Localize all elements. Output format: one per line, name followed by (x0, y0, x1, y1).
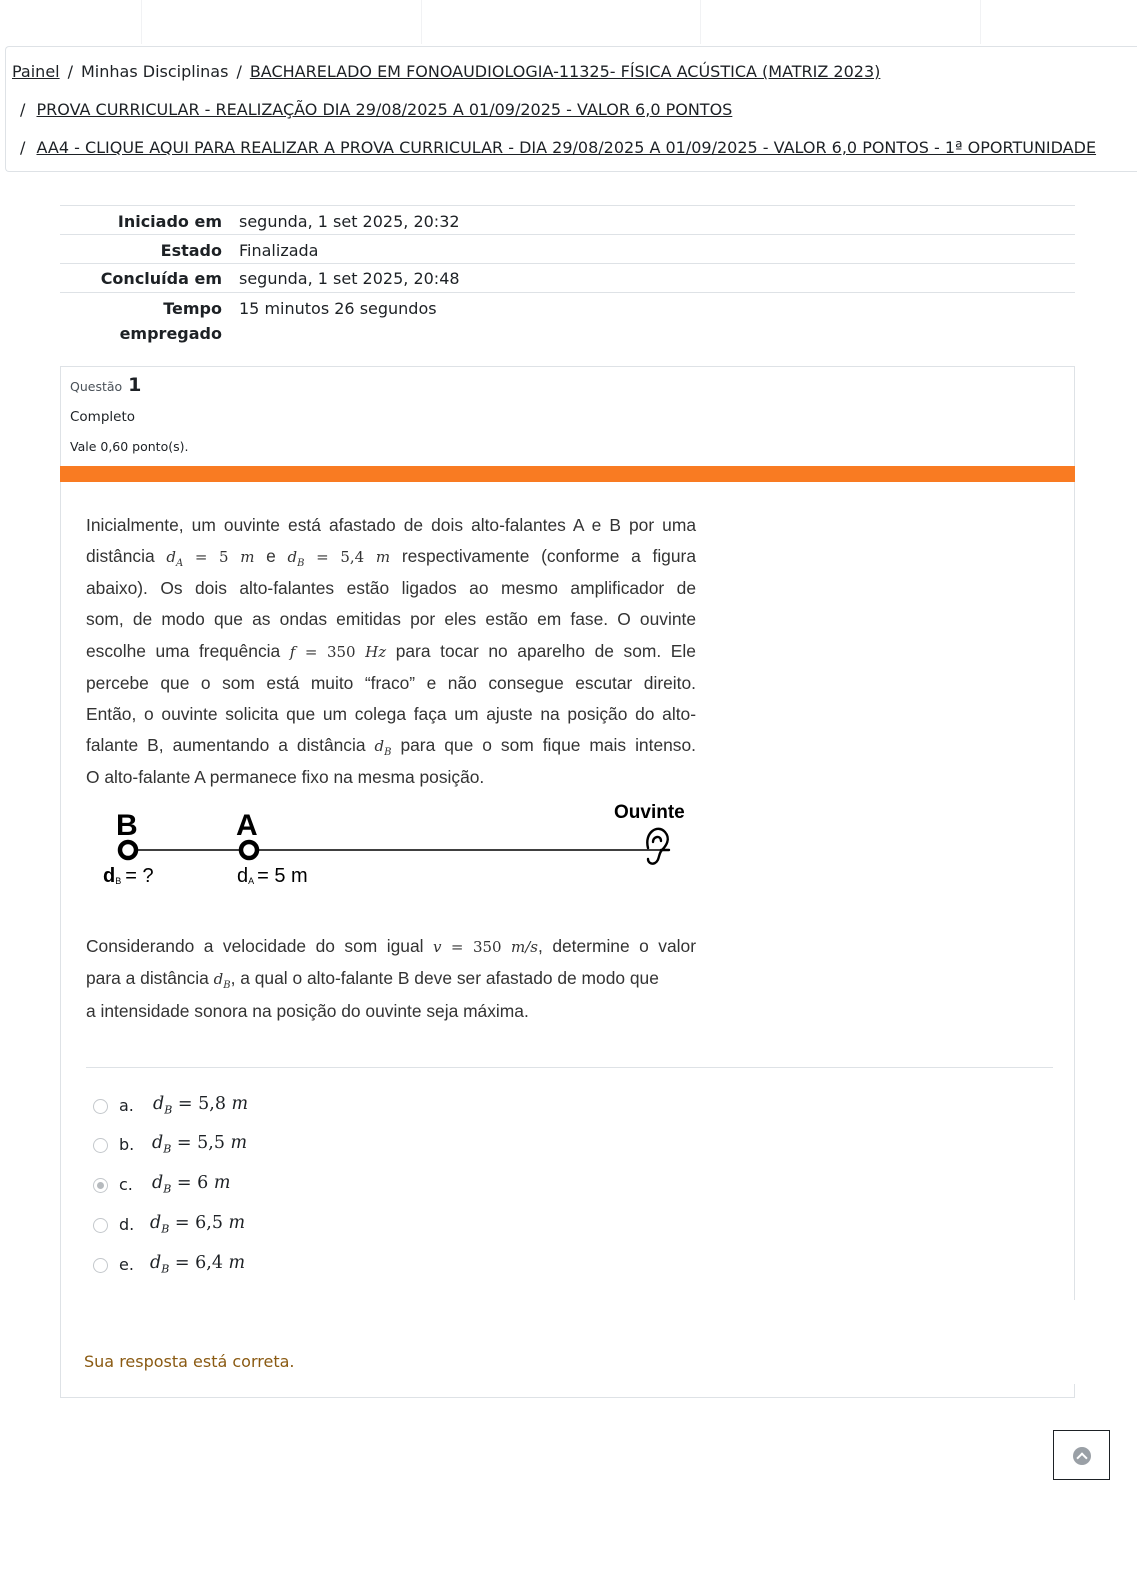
option-a[interactable] (93, 1092, 393, 1122)
option-value: $d_B = 6,4$ m (150, 1253, 246, 1276)
breadcrumb-separator: / (20, 138, 26, 157)
radio-b[interactable] (93, 1138, 108, 1153)
chevron-up-circle-icon (1073, 1447, 1091, 1465)
state-label: Estado (160, 241, 222, 260)
label-a: A (236, 809, 258, 842)
breadcrumb-link-quiz[interactable]: AA4 - CLIQUE AQUI PARA REALIZAR A PROVA CURRICULAR - DIA 29/08/2025 A 01/09/2025 - VALOR 6,0 PONTOS - 1ª OPORTUNIDADE (36, 138, 1097, 157)
question-line: distância $d_A = 5$ m e $d_B = 5,4$ m respectivamente (conforme a figura (86, 546, 696, 569)
option-b[interactable] (93, 1131, 393, 1161)
question-line: Então, o ouvinte solicita que um colega faça um ajuste na posição do alto- (86, 704, 696, 724)
breadcrumb-link-course[interactable]: BACHARELADO EM FONOAUDIOLOGIA-11325- FÍSICA ACÚSTICA (MATRIZ 2023) (249, 62, 881, 81)
started-label: Iniciado em (117, 212, 222, 231)
radio-d[interactable] (93, 1218, 108, 1233)
label-da: dA = 5 m (237, 865, 308, 887)
breadcrumb (5, 46, 1137, 172)
question-line: Considerando a velocidade do som igual v = 350 m/s, determine o valor (86, 936, 696, 956)
question-line: para a distância $d_B$, a qual o alto-falante B deve ser afastado de modo que (86, 968, 659, 991)
breadcrumb-link-section[interactable]: PROVA CURRICULAR - REALIZAÇÃO DIA 29/08/2025 A 01/09/2025 - VALOR 6,0 PONTOS (36, 100, 733, 119)
question-line: escolhe uma frequência f = 350 Hz para tocar no aparelho de som. Ele (86, 641, 696, 661)
option-letter: b. (119, 1135, 135, 1154)
completed-label: Concluída em (100, 269, 222, 288)
label-b: B (116, 809, 138, 842)
summary-row-completed (60, 263, 1075, 292)
summary-row-time (60, 292, 1075, 352)
option-value: $d_B = 6,5$ m (150, 1213, 246, 1236)
time-label-line2: empregado (119, 324, 222, 343)
option-c[interactable] (93, 1171, 393, 1201)
question-label: Questão (70, 379, 123, 394)
completed-value: segunda, 1 set 2025, 20:48 (239, 269, 460, 288)
question-accent-bar (60, 466, 1075, 482)
feedback-message: Sua resposta está correta. (84, 1352, 295, 1371)
summary-row-state (60, 234, 1075, 263)
breadcrumb-separator: / (67, 62, 73, 81)
option-letter: d. (119, 1215, 135, 1234)
time-label-line1: Tempo (163, 299, 222, 318)
ear-icon (647, 829, 669, 864)
question-number (70, 374, 141, 396)
time-value: 15 minutos 26 segundos (239, 299, 437, 318)
speaker-b (120, 842, 136, 858)
speaker-a (241, 842, 257, 858)
option-value: $d_B = 5,5$ m (152, 1133, 248, 1156)
option-e[interactable] (93, 1251, 393, 1281)
question-line: percebe que o som está muito “fraco” e não consegue escutar direito. (86, 673, 696, 693)
question-card (60, 366, 1075, 1398)
speaker-diagram (86, 802, 696, 894)
attempt-summary (60, 205, 1075, 352)
border-gap (1073, 1300, 1075, 1384)
question-grade: Vale 0,60 ponto(s). (70, 439, 189, 454)
question-line: O alto-falante A permanece fixo na mesma posição. (86, 767, 485, 787)
question-line: abaixo). Os dois alto-falantes estão ligados ao mesmo amplificador de (86, 578, 696, 598)
option-d[interactable] (93, 1211, 393, 1241)
label-db: dB = ? (103, 865, 154, 887)
question-number-value: 1 (128, 374, 142, 396)
question-state: Completo (70, 409, 136, 425)
summary-row-started (60, 205, 1075, 234)
top-strip (0, 0, 1137, 44)
radio-a[interactable] (93, 1099, 108, 1114)
breadcrumb-minhas-disciplinas: Minhas Disciplinas (81, 62, 229, 81)
breadcrumb-separator: / (20, 100, 26, 119)
option-letter: e. (119, 1255, 134, 1274)
back-to-top-button[interactable] (1053, 1430, 1110, 1480)
question-line: falante B, aumentando a distância $d_B$ para que o som fique mais intenso. (86, 735, 696, 758)
option-letter: c. (119, 1175, 133, 1194)
breadcrumb-link-painel[interactable]: Painel (12, 62, 60, 81)
radio-e[interactable] (93, 1258, 108, 1273)
breadcrumb-separator: / (236, 62, 242, 81)
question-line: a intensidade sonora na posição do ouvinte seja máxima. (86, 1001, 529, 1021)
answer-divider (86, 1067, 1053, 1068)
option-value: $d_B = 6$ m (152, 1173, 231, 1196)
question-line: som, de modo que as ondas emitidas por eles estão em fase. O ouvinte (86, 609, 696, 629)
started-value: segunda, 1 set 2025, 20:32 (239, 212, 460, 231)
question-info (61, 367, 1074, 466)
question-line: Inicialmente, um ouvinte está afastado de dois alto-falantes A e B por uma (86, 515, 696, 535)
radio-c[interactable] (93, 1178, 108, 1193)
option-letter: a. (119, 1096, 134, 1115)
state-value: Finalizada (239, 241, 319, 260)
label-listener: Ouvinte (614, 802, 685, 823)
option-value: $d_B = 5,8$ m (153, 1094, 249, 1117)
